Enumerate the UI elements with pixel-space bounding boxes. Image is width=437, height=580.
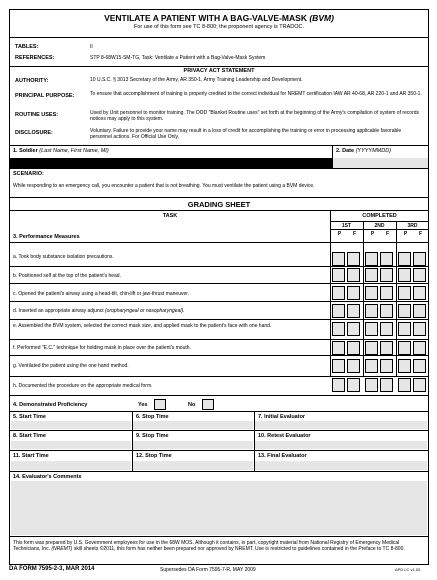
task-d-text: d. Inserted an appropriate airway adjunct [13, 308, 104, 314]
references-label: REFERENCES: [15, 55, 55, 61]
task-e-attempt-1-fail-checkbox[interactable] [347, 322, 360, 336]
task-g-attempt-3-fail-checkbox[interactable] [413, 359, 426, 373]
final-evaluator-label: 13. Final Evaluator [258, 453, 307, 459]
task-b-attempt-1-pass-checkbox[interactable] [332, 268, 345, 282]
divider [10, 411, 428, 412]
form-title [10, 13, 428, 23]
task-b: b. Positioned self at the top of the patient's head. [13, 273, 121, 279]
divider [10, 242, 428, 243]
soldier-label-text: 1. Soldier [13, 148, 38, 154]
start-time-3-field[interactable] [11, 461, 131, 470]
task-b-attempt-3-pass-checkbox[interactable] [398, 268, 411, 282]
divider [10, 471, 428, 472]
attempt-2-header: 2ND [374, 223, 385, 229]
task-f-attempt-2-fail-checkbox[interactable] [380, 341, 393, 355]
divider [363, 221, 364, 376]
task-d-attempt-3-pass-checkbox[interactable] [398, 304, 411, 318]
retest-evaluator-label: 10. Retest Evaluator [258, 433, 311, 439]
form-subtitle: For use of this form see TC 8-800; the proponent agency is TRADOC. [133, 24, 305, 30]
date-label-hint: (YYYYMMDD) [355, 148, 392, 154]
date-field[interactable] [333, 158, 428, 168]
task-f-attempt-3-pass-checkbox[interactable] [398, 341, 411, 355]
privacy-heading: PRIVACY ACT STATEMENT [183, 68, 255, 74]
disclosure-label: DISCLOSURE: [15, 130, 53, 136]
task-b-attempt-3-fail-checkbox[interactable] [413, 268, 426, 282]
form-page [9, 9, 429, 565]
divider [10, 210, 428, 211]
stop-time-3-field[interactable] [133, 461, 253, 470]
soldier-name-field[interactable] [10, 158, 332, 168]
attempt-3-header: 3RD [407, 223, 418, 229]
task-g: g. Ventilated the patient using the one hand method. [13, 363, 129, 369]
comments-field[interactable] [11, 481, 427, 535]
date-label-text: 2. Date [336, 148, 355, 154]
routine-uses-value: Used by Unit personnel to monitor training. The DOD "Blanket Routine uses" set forth at the beginning of the Army's compilation of system of records notices may apply to this system. [90, 110, 420, 123]
routine-uses-label: ROUTINE USES: [15, 112, 59, 118]
performance-measures-label: 3. Performance Measures [13, 234, 80, 240]
footer-note-nremt: (NREMT) [51, 546, 73, 552]
task-c-attempt-3-pass-checkbox[interactable] [398, 286, 411, 300]
form-title-abbr: (BVM) [309, 13, 334, 23]
task-g-attempt-2-pass-checkbox[interactable] [365, 359, 378, 373]
task-e-attempt-1-pass-checkbox[interactable] [332, 322, 345, 336]
task-a-attempt-1-fail-checkbox[interactable] [347, 252, 360, 266]
proficiency-yes-label: Yes [138, 402, 148, 408]
task-d-attempt-2-pass-checkbox[interactable] [365, 304, 378, 318]
references-value: STP 8-68W15-SM-TG, Task: Ventilate a Patient with a Bag-Valve-Mask System [90, 55, 266, 61]
divider [10, 197, 428, 198]
grading-heading: GRADING SHEET [187, 200, 251, 209]
task-c-attempt-1-fail-checkbox[interactable] [347, 286, 360, 300]
attempt-2-pass-header: P [370, 231, 375, 237]
divider [10, 536, 428, 537]
start-time-2-label: 8. Start Time [13, 433, 46, 439]
authority-label: AUTHORITY: [15, 78, 49, 84]
task-h-attempt-3-fail-checkbox[interactable] [413, 378, 426, 392]
stop-time-1-label: 6. Stop Time [136, 414, 169, 420]
footer-note-part-2: skill sheets ©2011, this form has neither been prepared nor approved by NREMT. Use is restricted to guidelines contained in the Preface to TC 8-800. [73, 546, 405, 552]
comments-label: 14. Evaluator's Comments [13, 474, 82, 480]
divider [330, 221, 428, 222]
divider [10, 450, 428, 451]
task-b-attempt-2-fail-checkbox[interactable] [380, 268, 393, 282]
divider [330, 210, 331, 376]
purpose-value: To ensure that accomplishment of training is properly credited to the correct individual for NREMT certification IAW AR 40-68, AR 220-1 and AR 350-1. [90, 91, 422, 97]
divider [10, 395, 428, 396]
form-id: DA FORM 7595-2-3, MAR 2014 [9, 566, 95, 572]
task-h: h. Documented the procedure on the appropriate medical form. [13, 383, 153, 389]
divider [10, 319, 428, 320]
final-evaluator-field[interactable] [255, 461, 427, 470]
task-f-attempt-1-fail-checkbox[interactable] [347, 341, 360, 355]
start-time-1-field[interactable] [11, 421, 131, 429]
task-c: c. Opened the patient's airway using a head-tilt, chin-lift or jaw-thrust maneuver. [13, 291, 190, 297]
divider [10, 376, 428, 377]
task-c-attempt-1-pass-checkbox[interactable] [332, 286, 345, 300]
task-c-attempt-2-pass-checkbox[interactable] [365, 286, 378, 300]
start-time-2-field[interactable] [11, 441, 131, 449]
stop-time-2-field[interactable] [133, 441, 253, 449]
task-g-attempt-1-fail-checkbox[interactable] [347, 359, 360, 373]
attempt-3-fail-header: F [418, 231, 423, 237]
divider [10, 37, 428, 38]
task-a-attempt-3-fail-checkbox[interactable] [413, 252, 426, 266]
initial-evaluator-field[interactable] [255, 421, 427, 429]
start-time-3-label: 11. Start Time [13, 453, 49, 459]
task-c-attempt-2-fail-checkbox[interactable] [380, 286, 393, 300]
task-e-attempt-3-pass-checkbox[interactable] [398, 322, 411, 336]
proficiency-label: 4. Demonstrated Proficiency [13, 402, 88, 408]
divider [10, 168, 428, 169]
task-e-attempt-2-fail-checkbox[interactable] [380, 322, 393, 336]
task-column-header: TASK [162, 213, 178, 219]
task-f-attempt-3-fail-checkbox[interactable] [413, 341, 426, 355]
task-h-attempt-2-fail-checkbox[interactable] [380, 378, 393, 392]
task-h-attempt-1-fail-checkbox[interactable] [347, 378, 360, 392]
task-g-attempt-2-fail-checkbox[interactable] [380, 359, 393, 373]
task-g-attempt-3-pass-checkbox[interactable] [398, 359, 411, 373]
stop-time-2-label: 9. Stop Time [136, 433, 169, 439]
date-label [336, 148, 391, 155]
completed-column-header: COMPLETED [362, 213, 397, 219]
version-label: APD LC v1.00 [395, 567, 421, 572]
task-a-attempt-2-pass-checkbox[interactable] [365, 252, 378, 266]
proficiency-no-label: No [188, 402, 196, 408]
purpose-label: PRINCIPAL PURPOSE: [15, 93, 75, 99]
tables-value: II [90, 44, 93, 50]
initial-evaluator-label: 7. Initial Evaluator [258, 414, 306, 420]
task-f-attempt-2-pass-checkbox[interactable] [365, 341, 378, 355]
task-a-attempt-3-pass-checkbox[interactable] [398, 252, 411, 266]
soldier-label [13, 148, 109, 155]
task-a-attempt-1-pass-checkbox[interactable] [332, 252, 345, 266]
task-d-attempt-1-pass-checkbox[interactable] [332, 304, 345, 318]
divider [10, 66, 428, 67]
authority-value: 10 U.S.C. § 3013 Secretary of the Army, AR 350-1, Army Training Leadership and Development. [90, 77, 303, 83]
attempt-1-fail-header: F [352, 231, 357, 237]
task-h-attempt-2-pass-checkbox[interactable] [365, 378, 378, 392]
proficiency-no-checkbox[interactable] [202, 399, 214, 410]
tables-label: TABLES: [15, 44, 39, 50]
task-h-attempt-3-pass-checkbox[interactable] [398, 378, 411, 392]
start-time-1-label: 5. Start Time [13, 414, 46, 420]
attempt-1-header: 1ST [341, 223, 352, 229]
attempt-3-pass-header: P [403, 231, 408, 237]
footer-note [13, 540, 424, 552]
scenario-label: SCENARIO: [13, 171, 44, 177]
task-d [13, 308, 328, 314]
retest-evaluator-field[interactable] [255, 441, 427, 449]
attempt-1-pass-header: P [337, 231, 342, 237]
disclosure-value: Voluntary. Failure to provide your name may result in a loss of credit for accomplishing the training or error in processing applicable favorable personnel actions. For Official Use Only. [90, 128, 402, 141]
divider [10, 283, 428, 284]
task-h-attempt-1-pass-checkbox[interactable] [332, 378, 345, 392]
divider [396, 221, 397, 376]
task-e: e. Assembled the BVM system, selected the correct mask size, and applied mask to the patient's face with one hand. [13, 323, 272, 329]
divider [10, 301, 428, 302]
task-f-attempt-1-pass-checkbox[interactable] [332, 341, 345, 355]
scenario-text: While responding to an emergency call, you encounter a patient that is not breathing. You must ventilate the patient using a BVM device. [13, 183, 315, 189]
proficiency-yes-checkbox[interactable] [154, 399, 166, 410]
divider [10, 266, 428, 267]
task-e-attempt-3-fail-checkbox[interactable] [413, 322, 426, 336]
task-f: f. Performed "E.C." technique for holding mask in place over the patient's mouth. [13, 345, 191, 351]
divider [10, 355, 428, 356]
divider [10, 145, 428, 146]
stop-time-3-label: 12. Stop Time [136, 453, 172, 459]
stop-time-1-field[interactable] [133, 421, 253, 429]
supersedes-note: Supersedes DA Form 7595-7-R, MAY 2009 [160, 567, 256, 573]
task-b-attempt-1-fail-checkbox[interactable] [347, 268, 360, 282]
task-d-attempt-1-fail-checkbox[interactable] [347, 304, 360, 318]
attempt-2-fail-header: F [385, 231, 390, 237]
task-b-attempt-2-pass-checkbox[interactable] [365, 268, 378, 282]
task-d-attempt-2-fail-checkbox[interactable] [380, 304, 393, 318]
form-title-text: VENTILATE A PATIENT WITH A BAG-VALVE-MASK [104, 13, 307, 23]
divider [10, 430, 428, 431]
footer-note-part-1: This form was prepared by U.S. Government employees for use in the 68W MOS. Although it contains, in part, copyright material from National Registry of Emergency Medical Technicians, Inc. [13, 540, 400, 552]
task-c-attempt-3-fail-checkbox[interactable] [413, 286, 426, 300]
task-d-suffix: (oropharyngeal or nasopharyngeal). [105, 308, 185, 314]
task-a: a. Took body substance isolation precautions. [13, 254, 114, 260]
task-g-attempt-1-pass-checkbox[interactable] [332, 359, 345, 373]
divider [330, 229, 428, 230]
task-d-attempt-3-fail-checkbox[interactable] [413, 304, 426, 318]
task-a-attempt-2-fail-checkbox[interactable] [380, 252, 393, 266]
soldier-label-hint: (Last Name, First Name, MI) [39, 148, 109, 154]
divider [10, 339, 428, 340]
task-e-attempt-2-pass-checkbox[interactable] [365, 322, 378, 336]
